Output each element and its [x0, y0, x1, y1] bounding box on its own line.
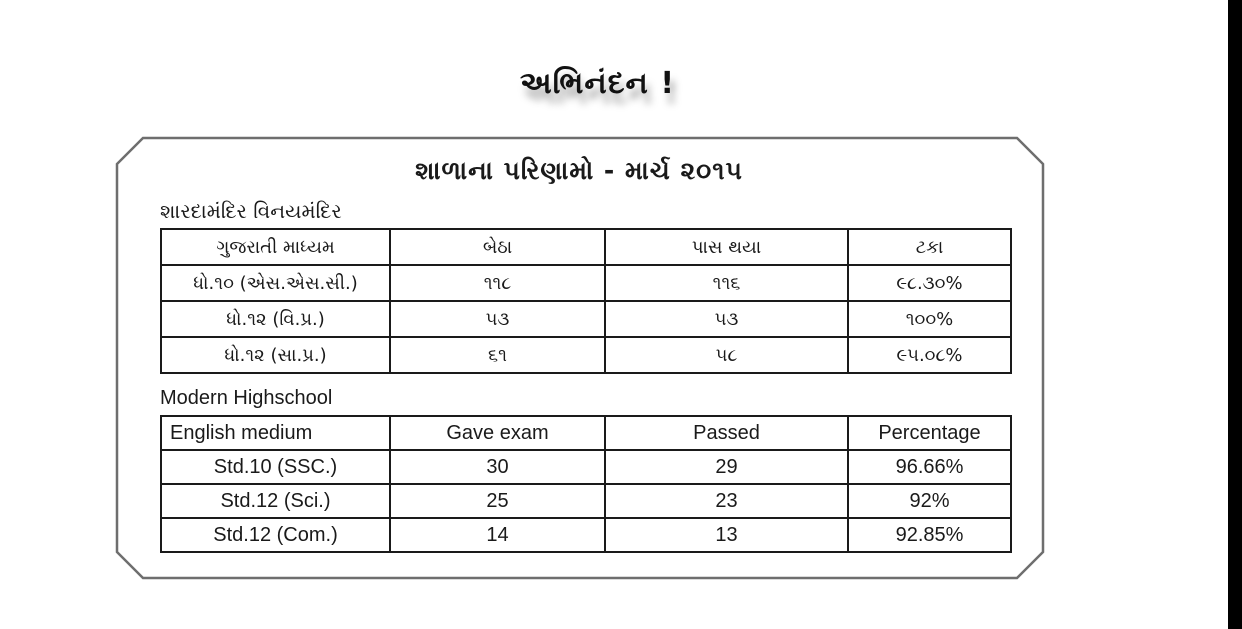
table-header-row	[161, 229, 1011, 265]
gave-exam-cell: 25	[390, 484, 605, 518]
percentage-cell: ૯૫.૦૮%	[848, 337, 1011, 373]
passed-cell: 23	[605, 484, 848, 518]
table-row	[161, 337, 1011, 373]
table-header-row	[161, 416, 1011, 450]
column-header-percentage: Percentage	[848, 416, 1011, 450]
column-header-appeared: બેઠા	[390, 229, 605, 265]
table-row	[161, 518, 1011, 552]
column-header-passed: Passed	[605, 416, 848, 450]
english-school-name: Modern Highschool	[160, 387, 333, 409]
column-header-gave-exam: Gave exam	[390, 416, 605, 450]
standard-cell: Std.10 (SSC.)	[161, 450, 390, 484]
table-row	[161, 450, 1011, 484]
percentage-cell: ૧૦૦%	[848, 301, 1011, 337]
column-header-passed: પાસ થયા	[605, 229, 848, 265]
table-row	[161, 265, 1011, 301]
standard-cell: ધો.૧૨ (વિ.પ્ર.)	[161, 301, 390, 337]
results-title: શાળાના પરિણામો - માર્ચ ૨૦૧૫	[415, 156, 743, 185]
table-row	[161, 484, 1011, 518]
page-edge-bar	[1228, 0, 1242, 629]
appeared-cell: ૬૧	[390, 337, 605, 373]
standard-cell: Std.12 (Com.)	[161, 518, 390, 552]
standard-cell: ધો.૧૨ (સા.પ્ર.)	[161, 337, 390, 373]
column-header-percentage: ટકા	[848, 229, 1011, 265]
gave-exam-cell: 30	[390, 450, 605, 484]
congratulations-heading: અભિનંદન !	[520, 66, 676, 101]
passed-cell: ૫૮	[605, 337, 848, 373]
passed-cell: ૫૩	[605, 301, 848, 337]
gujarati-school-name: શારદામંદિર વિનયમંદિર	[160, 199, 342, 223]
standard-cell: ધો.૧૦ (એસ.એસ.સી.)	[161, 265, 390, 301]
passed-cell: 13	[605, 518, 848, 552]
appeared-cell: ૫૩	[390, 301, 605, 337]
gujarati-results-table	[160, 228, 1012, 374]
gave-exam-cell: 14	[390, 518, 605, 552]
standard-cell: Std.12 (Sci.)	[161, 484, 390, 518]
passed-cell: ૧૧૬	[605, 265, 848, 301]
percentage-cell: 92.85%	[848, 518, 1011, 552]
column-header-medium: ગુજરાતી માધ્યમ	[161, 229, 390, 265]
table-row	[161, 301, 1011, 337]
column-header-medium: English medium	[161, 416, 390, 450]
appeared-cell: ૧૧૮	[390, 265, 605, 301]
percentage-cell: 96.66%	[848, 450, 1011, 484]
percentage-cell: 92%	[848, 484, 1011, 518]
english-results-table	[160, 415, 1012, 553]
passed-cell: 29	[605, 450, 848, 484]
percentage-cell: ૯૮.૩૦%	[848, 265, 1011, 301]
